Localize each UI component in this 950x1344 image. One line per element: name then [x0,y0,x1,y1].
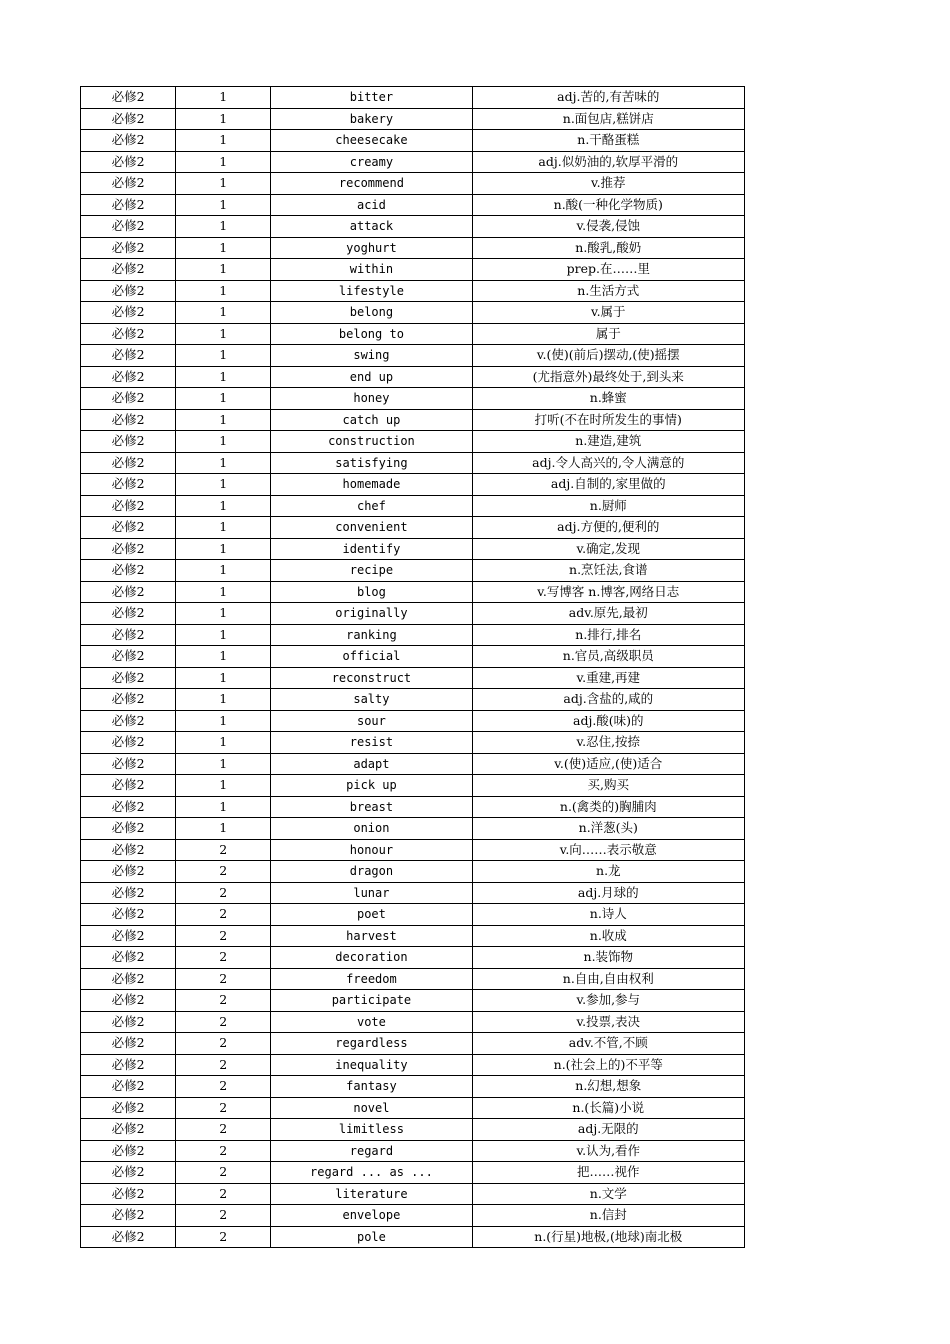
definition-cell: n.信封 [472,1205,744,1227]
book-cell: 必修2 [81,732,176,754]
definition-cell: v.投票,表决 [472,1011,744,1033]
table-row [81,882,745,904]
word-cell: recipe [271,560,472,582]
unit-cell: 2 [176,1140,271,1162]
book-cell: 必修2 [81,1140,176,1162]
definition-cell: n.蜂蜜 [472,388,744,410]
vocabulary-table [80,86,745,1248]
definition-cell: v.忍住,按捺 [472,732,744,754]
definition-cell: v.重建,再建 [472,667,744,689]
definition-cell: adv.不管,不顾 [472,1033,744,1055]
unit-cell: 2 [176,1076,271,1098]
book-cell: 必修2 [81,1226,176,1248]
unit-cell: 1 [176,732,271,754]
word-cell: lunar [271,882,472,904]
book-cell: 必修2 [81,1162,176,1184]
word-cell: cheesecake [271,130,472,152]
book-cell: 必修2 [81,796,176,818]
unit-cell: 1 [176,130,271,152]
table-row [81,1162,745,1184]
book-cell: 必修2 [81,1076,176,1098]
unit-cell: 1 [176,237,271,259]
table-row [81,1140,745,1162]
book-cell: 必修2 [81,87,176,109]
table-row [81,194,745,216]
word-cell: literature [271,1183,472,1205]
table-row [81,581,745,603]
definition-cell: n.洋葱(头) [472,818,744,840]
unit-cell: 1 [176,216,271,238]
word-cell: fantasy [271,1076,472,1098]
definition-cell: v.侵袭,侵蚀 [472,216,744,238]
book-cell: 必修2 [81,474,176,496]
book-cell: 必修2 [81,839,176,861]
table-row [81,1076,745,1098]
unit-cell: 2 [176,1162,271,1184]
vocabulary-table-body [81,87,745,1248]
unit-cell: 1 [176,366,271,388]
word-cell: vote [271,1011,472,1033]
table-row [81,323,745,345]
word-cell: honour [271,839,472,861]
unit-cell: 1 [176,796,271,818]
unit-cell: 2 [176,1097,271,1119]
unit-cell: 1 [176,667,271,689]
word-cell: blog [271,581,472,603]
word-cell: catch up [271,409,472,431]
word-cell: lifestyle [271,280,472,302]
table-row [81,302,745,324]
book-cell: 必修2 [81,216,176,238]
unit-cell: 1 [176,474,271,496]
word-cell: within [271,259,472,281]
word-cell: sour [271,710,472,732]
table-row [81,861,745,883]
book-cell: 必修2 [81,646,176,668]
unit-cell: 1 [176,431,271,453]
table-row [81,280,745,302]
book-cell: 必修2 [81,151,176,173]
book-cell: 必修2 [81,280,176,302]
unit-cell: 2 [176,1054,271,1076]
unit-cell: 1 [176,409,271,431]
definition-cell: 打听(不在时所发生的事情) [472,409,744,431]
book-cell: 必修2 [81,947,176,969]
definition-cell: 把……视作 [472,1162,744,1184]
table-row [81,947,745,969]
word-cell: honey [271,388,472,410]
definition-cell: n.收成 [472,925,744,947]
unit-cell: 1 [176,151,271,173]
word-cell: construction [271,431,472,453]
word-cell: acid [271,194,472,216]
definition-cell: n.烹饪法,食谱 [472,560,744,582]
table-row [81,431,745,453]
book-cell: 必修2 [81,452,176,474]
word-cell: onion [271,818,472,840]
book-cell: 必修2 [81,1205,176,1227]
table-row [81,1033,745,1055]
word-cell: convenient [271,517,472,539]
book-cell: 必修2 [81,130,176,152]
definition-cell: n.排行,排名 [472,624,744,646]
table-row [81,108,745,130]
unit-cell: 1 [176,259,271,281]
word-cell: identify [271,538,472,560]
book-cell: 必修2 [81,366,176,388]
definition-cell: adj.方便的,便利的 [472,517,744,539]
word-cell: originally [271,603,472,625]
table-row [81,237,745,259]
definition-cell: v.(使)适应,(使)适合 [472,753,744,775]
definition-cell: n.装饰物 [472,947,744,969]
table-row [81,538,745,560]
book-cell: 必修2 [81,775,176,797]
definition-cell: adj.自制的,家里做的 [472,474,744,496]
table-row [81,753,745,775]
word-cell: freedom [271,968,472,990]
table-row [81,87,745,109]
book-cell: 必修2 [81,689,176,711]
unit-cell: 1 [176,302,271,324]
book-cell: 必修2 [81,882,176,904]
definition-cell: adj.含盐的,咸的 [472,689,744,711]
unit-cell: 1 [176,280,271,302]
definition-cell: n.(社会上的)不平等 [472,1054,744,1076]
book-cell: 必修2 [81,925,176,947]
definition-cell: v.参加,参与 [472,990,744,1012]
unit-cell: 1 [176,753,271,775]
book-cell: 必修2 [81,1119,176,1141]
definition-cell: n.建造,建筑 [472,431,744,453]
table-row [81,560,745,582]
book-cell: 必修2 [81,108,176,130]
unit-cell: 1 [176,495,271,517]
table-row [81,925,745,947]
unit-cell: 1 [176,388,271,410]
definition-cell: adj.令人高兴的,令人满意的 [472,452,744,474]
unit-cell: 2 [176,904,271,926]
word-cell: pick up [271,775,472,797]
definition-cell: v.(使)(前后)摆动,(使)摇摆 [472,345,744,367]
definition-cell: n.面包店,糕饼店 [472,108,744,130]
table-row [81,667,745,689]
definition-cell: v.推荐 [472,173,744,195]
word-cell: official [271,646,472,668]
book-cell: 必修2 [81,431,176,453]
table-row [81,603,745,625]
unit-cell: 2 [176,1183,271,1205]
table-row [81,968,745,990]
word-cell: bakery [271,108,472,130]
table-row [81,1097,745,1119]
book-cell: 必修2 [81,173,176,195]
word-cell: resist [271,732,472,754]
definition-cell: adj.似奶油的,软厚平滑的 [472,151,744,173]
definition-cell: v.确定,发现 [472,538,744,560]
table-row [81,259,745,281]
word-cell: recommend [271,173,472,195]
definition-cell: adv.原先,最初 [472,603,744,625]
table-row [81,1119,745,1141]
table-row [81,517,745,539]
unit-cell: 1 [176,323,271,345]
table-row [81,710,745,732]
table-row [81,818,745,840]
table-row [81,388,745,410]
definition-cell: adj.无限的 [472,1119,744,1141]
word-cell: chef [271,495,472,517]
book-cell: 必修2 [81,818,176,840]
word-cell: pole [271,1226,472,1248]
table-row [81,1226,745,1248]
word-cell: salty [271,689,472,711]
word-cell: novel [271,1097,472,1119]
definition-cell: v.向……表示敬意 [472,839,744,861]
definition-cell: 属于 [472,323,744,345]
unit-cell: 1 [176,108,271,130]
unit-cell: 1 [176,818,271,840]
unit-cell: 1 [176,452,271,474]
unit-cell: 1 [176,710,271,732]
definition-cell: v.属于 [472,302,744,324]
table-row [81,1054,745,1076]
unit-cell: 2 [176,839,271,861]
word-cell: inequality [271,1054,472,1076]
definition-cell: n.生活方式 [472,280,744,302]
definition-cell: n.(行星)地极,(地球)南北极 [472,1226,744,1248]
word-cell: satisfying [271,452,472,474]
word-cell: participate [271,990,472,1012]
word-cell: regardless [271,1033,472,1055]
word-cell: homemade [271,474,472,496]
unit-cell: 1 [176,517,271,539]
definition-cell: v.认为,看作 [472,1140,744,1162]
definition-cell: n.干酪蛋糕 [472,130,744,152]
definition-cell: n.诗人 [472,904,744,926]
word-cell: creamy [271,151,472,173]
definition-cell: n.幻想,想象 [472,1076,744,1098]
word-cell: harvest [271,925,472,947]
table-row [81,646,745,668]
unit-cell: 2 [176,1205,271,1227]
book-cell: 必修2 [81,710,176,732]
unit-cell: 1 [176,624,271,646]
table-row [81,904,745,926]
definition-cell: n.龙 [472,861,744,883]
word-cell: ranking [271,624,472,646]
definition-cell: n.官员,高级职员 [472,646,744,668]
unit-cell: 2 [176,882,271,904]
unit-cell: 2 [176,1011,271,1033]
unit-cell: 2 [176,1119,271,1141]
unit-cell: 2 [176,925,271,947]
word-cell: limitless [271,1119,472,1141]
book-cell: 必修2 [81,259,176,281]
book-cell: 必修2 [81,1033,176,1055]
table-row [81,366,745,388]
book-cell: 必修2 [81,495,176,517]
book-cell: 必修2 [81,603,176,625]
table-row [81,1011,745,1033]
definition-cell: prep.在……里 [472,259,744,281]
book-cell: 必修2 [81,538,176,560]
book-cell: 必修2 [81,624,176,646]
word-cell: reconstruct [271,667,472,689]
book-cell: 必修2 [81,904,176,926]
word-cell: attack [271,216,472,238]
word-cell: envelope [271,1205,472,1227]
definition-cell: 买,购买 [472,775,744,797]
book-cell: 必修2 [81,560,176,582]
table-row [81,990,745,1012]
table-row [81,495,745,517]
table-row [81,689,745,711]
word-cell: adapt [271,753,472,775]
table-row [81,452,745,474]
unit-cell: 1 [176,581,271,603]
word-cell: yoghurt [271,237,472,259]
book-cell: 必修2 [81,302,176,324]
book-cell: 必修2 [81,345,176,367]
definition-cell: adj.苦的,有苦味的 [472,87,744,109]
word-cell: swing [271,345,472,367]
book-cell: 必修2 [81,388,176,410]
word-cell: poet [271,904,472,926]
table-row [81,151,745,173]
table-row [81,474,745,496]
table-row [81,796,745,818]
book-cell: 必修2 [81,861,176,883]
unit-cell: 1 [176,603,271,625]
definition-cell: n.酸(一种化学物质) [472,194,744,216]
definition-cell: n.(长篇)小说 [472,1097,744,1119]
unit-cell: 1 [176,775,271,797]
table-row [81,409,745,431]
table-row [81,345,745,367]
book-cell: 必修2 [81,517,176,539]
definition-cell: n.厨师 [472,495,744,517]
table-row [81,1183,745,1205]
unit-cell: 2 [176,968,271,990]
unit-cell: 1 [176,560,271,582]
book-cell: 必修2 [81,581,176,603]
definition-cell: n.(禽类的)胸脯肉 [472,796,744,818]
book-cell: 必修2 [81,1097,176,1119]
unit-cell: 2 [176,1033,271,1055]
definition-cell: v.写博客 n.博客,网络日志 [472,581,744,603]
unit-cell: 1 [176,194,271,216]
word-cell: dragon [271,861,472,883]
definition-cell: n.自由,自由权利 [472,968,744,990]
table-row [81,216,745,238]
table-row [81,732,745,754]
unit-cell: 1 [176,646,271,668]
definition-cell: adj.月球的 [472,882,744,904]
word-cell: end up [271,366,472,388]
unit-cell: 1 [176,173,271,195]
definition-cell: (尤指意外)最终处于,到头来 [472,366,744,388]
word-cell: belong [271,302,472,324]
table-row [81,130,745,152]
unit-cell: 2 [176,990,271,1012]
definition-cell: n.文学 [472,1183,744,1205]
word-cell: belong to [271,323,472,345]
book-cell: 必修2 [81,753,176,775]
definition-cell: adj.酸(味)的 [472,710,744,732]
book-cell: 必修2 [81,323,176,345]
word-cell: bitter [271,87,472,109]
book-cell: 必修2 [81,1011,176,1033]
unit-cell: 1 [176,689,271,711]
word-cell: regard ... as ... [271,1162,472,1184]
book-cell: 必修2 [81,968,176,990]
table-row [81,775,745,797]
unit-cell: 2 [176,1226,271,1248]
table-row [81,839,745,861]
word-cell: decoration [271,947,472,969]
unit-cell: 1 [176,538,271,560]
book-cell: 必修2 [81,409,176,431]
unit-cell: 1 [176,87,271,109]
unit-cell: 1 [176,345,271,367]
book-cell: 必修2 [81,1054,176,1076]
table-row [81,1205,745,1227]
book-cell: 必修2 [81,1183,176,1205]
book-cell: 必修2 [81,194,176,216]
table-row [81,173,745,195]
unit-cell: 2 [176,861,271,883]
word-cell: breast [271,796,472,818]
book-cell: 必修2 [81,667,176,689]
unit-cell: 2 [176,947,271,969]
book-cell: 必修2 [81,990,176,1012]
table-row [81,624,745,646]
word-cell: regard [271,1140,472,1162]
definition-cell: n.酸乳,酸奶 [472,237,744,259]
book-cell: 必修2 [81,237,176,259]
